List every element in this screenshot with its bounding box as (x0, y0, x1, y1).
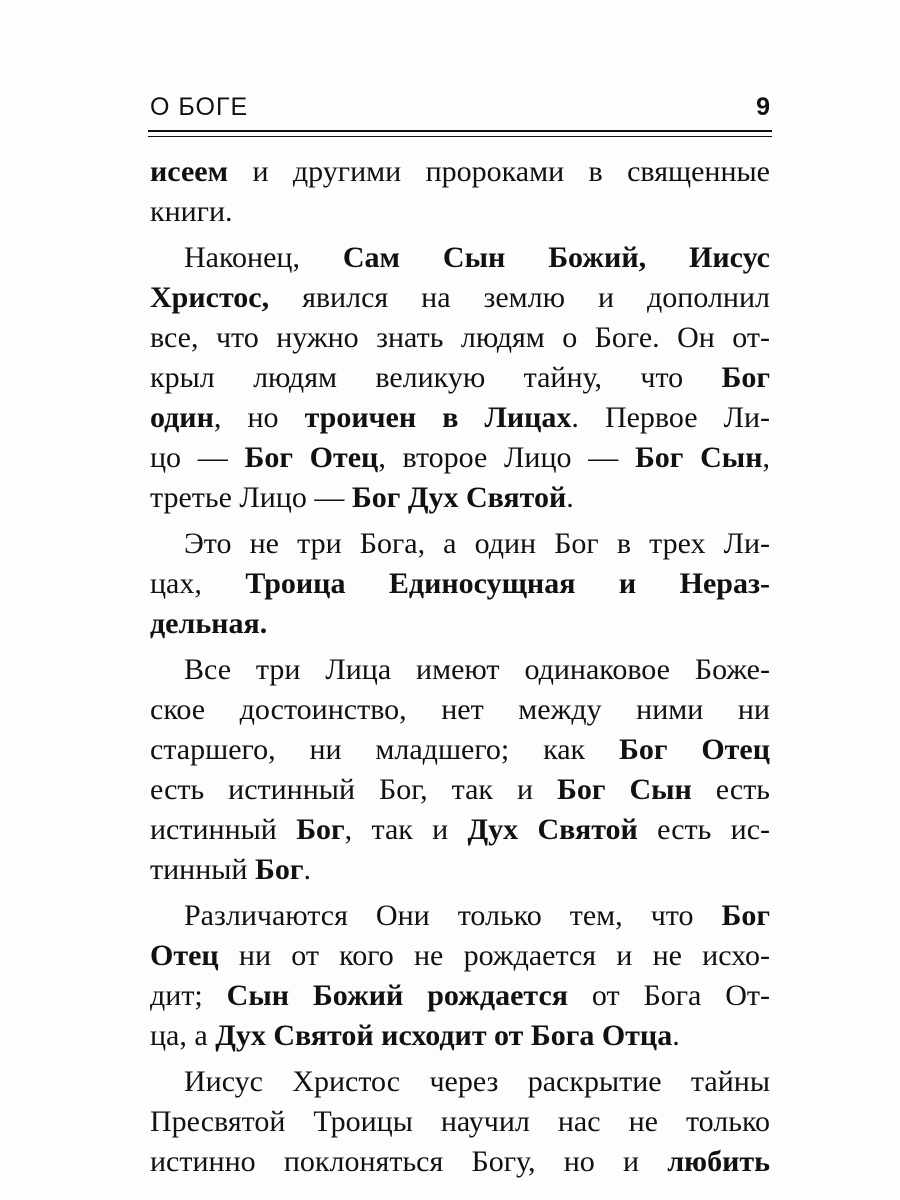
text-run: есть истинный Бог, так и (150, 773, 558, 806)
text-run: цо — (150, 441, 245, 474)
text-line (150, 358, 770, 398)
text-run: Это не три Бога, а один Бог в трех Ли- (184, 527, 770, 560)
bold-text: Бог Дух Святой (351, 481, 567, 514)
text-run: есть ис- (637, 813, 771, 846)
bold-text: троичен в Лицах (304, 401, 572, 434)
text-line (150, 1102, 770, 1142)
text-run: , (762, 441, 770, 474)
text-run: ни от кого не рождается и не исхо- (218, 939, 770, 972)
text-line (150, 318, 770, 358)
bold-text: Бог Отец (244, 441, 379, 474)
bold-text: Бог (721, 361, 770, 394)
text-run: . Первое Ли- (571, 401, 771, 434)
bold-text: Бог (721, 899, 770, 932)
text-line (150, 976, 770, 1016)
running-header (150, 92, 770, 124)
header-rule-thick (148, 130, 772, 132)
text-line (150, 438, 770, 478)
text-run: истинно поклоняться Богу, но и (150, 1145, 668, 1178)
chapter-title: О БОГЕ (150, 93, 249, 121)
text-line (150, 770, 770, 810)
text-run: цах, (150, 567, 246, 600)
text-run: тинный (150, 853, 255, 886)
header-rule-thin (148, 136, 772, 137)
text-line (150, 398, 770, 438)
text-line (150, 192, 770, 232)
bold-text: Христос, (150, 281, 270, 314)
bold-text: любить (667, 1145, 770, 1178)
text-run: , но (213, 401, 305, 434)
bold-text: Дух Святой исходит от Бога Отца (215, 1019, 673, 1052)
text-run: от Бога От- (568, 979, 770, 1012)
text-run: Различаются Они только тем, что (184, 899, 722, 932)
text-line (150, 524, 770, 564)
text-run: и другими пророками в священные (228, 155, 770, 188)
text-run: дит; (150, 979, 227, 1012)
bold-text: Бог Отец (619, 733, 770, 766)
text-line (150, 478, 770, 518)
text-line (150, 896, 770, 936)
text-line (150, 1062, 770, 1102)
text-run: Все три Лица имеют одинаковое Боже- (184, 653, 770, 686)
text-run: ское достоинство, нет между ними ни (150, 693, 770, 726)
text-line (150, 936, 770, 976)
bold-text: Бог Сын (634, 441, 763, 474)
text-run: , второе Лицо — (378, 441, 635, 474)
text-run: . (672, 1019, 680, 1052)
text-run: крыл людям великую тайну, что (150, 361, 722, 394)
text-run: третье Лицо — (150, 481, 352, 514)
bold-text: Бог (255, 853, 304, 886)
bold-text: один (150, 401, 214, 434)
bold-text: Сам Сын Божий, Иисус (342, 241, 770, 274)
bold-text: Отец (150, 939, 219, 972)
text-run: , так и (344, 813, 468, 846)
bold-text: Дух Святой (467, 813, 638, 846)
text-run: есть (691, 773, 770, 806)
text-run: книги. (150, 195, 233, 228)
text-line (150, 730, 770, 770)
text-run: все, что нужно знать людям о Боге. Он от- (150, 321, 770, 354)
text-line (150, 650, 770, 690)
text-line (150, 810, 770, 850)
text-line (150, 1142, 770, 1182)
text-line (150, 278, 770, 318)
text-run: Наконец, (184, 241, 343, 274)
body-text (150, 152, 770, 1182)
text-line (150, 850, 770, 890)
text-line (150, 152, 770, 192)
text-line (150, 564, 770, 604)
bold-text: Троица Единосущная и Нераз- (245, 567, 770, 600)
text-run: Пресвятой Троицы научил нас не только (150, 1105, 770, 1138)
text-run: . (566, 481, 574, 514)
bold-text: исеем (150, 155, 229, 188)
text-line (150, 604, 770, 644)
text-run: явился на землю и дополнил (269, 281, 770, 314)
text-line (150, 690, 770, 730)
text-run: ца, а (150, 1019, 216, 1052)
bold-text: Бог (296, 813, 345, 846)
page-number: 9 (756, 93, 770, 121)
text-run: старшего, ни младшего; как (150, 733, 619, 766)
text-line (150, 238, 770, 278)
text-run: . (303, 853, 311, 886)
bold-text: дельная. (150, 607, 268, 640)
bold-text: Бог Сын (557, 773, 692, 806)
text-run: истинный (150, 813, 297, 846)
bold-text: Сын Божий рождается (226, 979, 569, 1012)
text-line (150, 1016, 770, 1056)
text-run: Иисус Христос через раскрытие тайны (184, 1065, 770, 1098)
